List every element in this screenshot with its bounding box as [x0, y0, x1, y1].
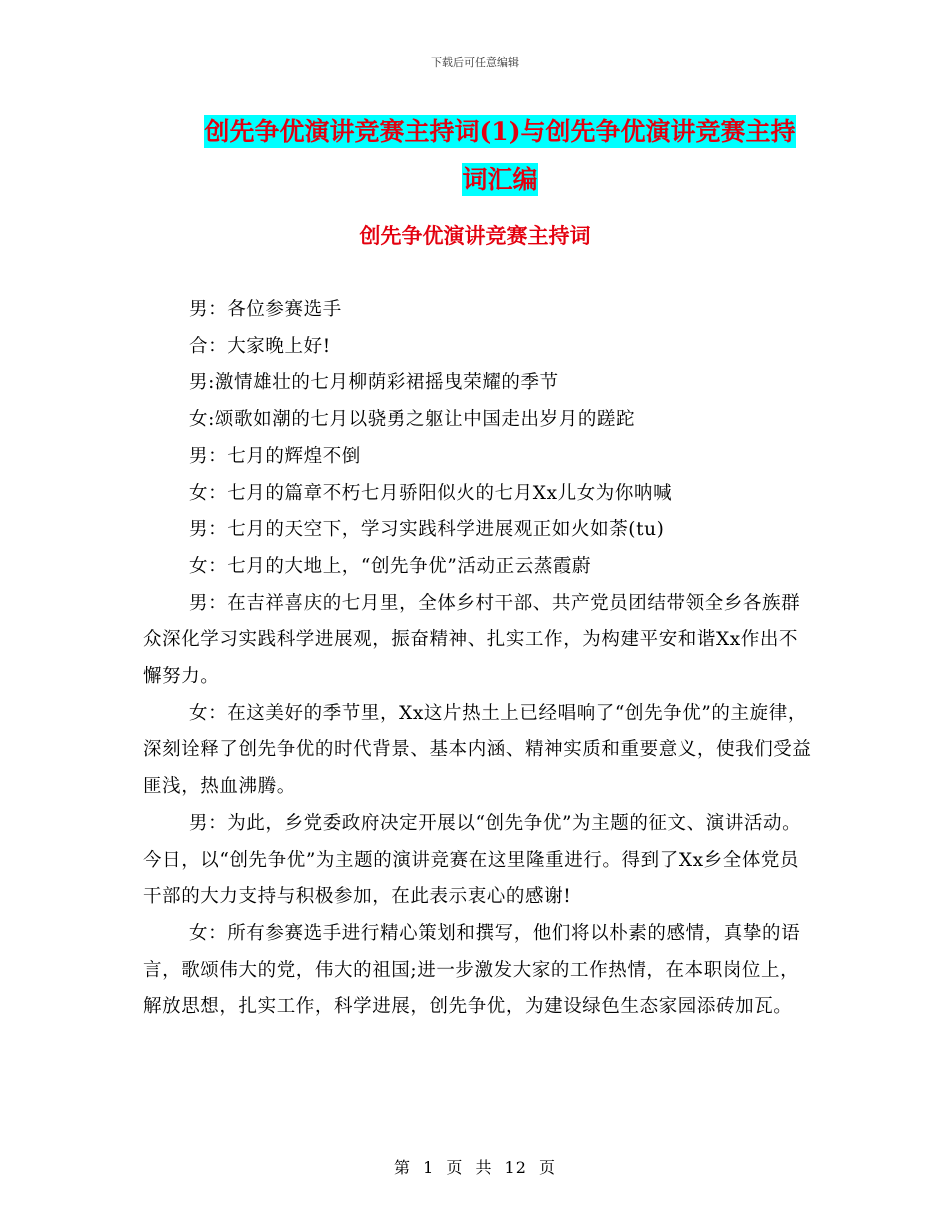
paragraph: 男：在吉祥喜庆的七月里，全体乡村干部、共产党员团结带领全乡各族群众深化学习实践科学进展观，振奋精神、扎实工作，为构建平安和谐Xx作出不懈努力。 — [143, 592, 801, 688]
paragraph: 合：大家晚上好! — [189, 335, 331, 357]
document-body — [143, 292, 813, 1026]
section-title: 创先争优演讲竞赛主持词 — [359, 223, 591, 248]
paragraph: 女：七月的篇章不朽七月骄阳似火的七月Xx儿女为你呐喊 — [189, 482, 673, 504]
paragraph: 男:激情雄壮的七月柳荫彩裙摇曳荣耀的季节 — [189, 372, 559, 394]
title-line-1: 创先争优演讲竞赛主持词(1)与创先争优演讲竞赛主持 — [204, 117, 796, 146]
paragraph: 女：所有参赛选手进行精心策划和撰写，他们将以朴素的感情，真挚的语言，歌颂伟大的党，伟大的祖国;进一步激发大家的工作热情，在本职岗位上，解放思想，扎实工作，科学进展，创先争优，为建设绿色生态家园添砖加瓦。 — [143, 922, 801, 1018]
paragraph: 男：七月的辉煌不倒 — [189, 445, 361, 467]
paragraph: 女:颂歌如潮的七月以骁勇之躯让中国走出岁月的蹉跎 — [189, 409, 636, 431]
page-number-footer: 第 1 页 共 12 页 — [394, 1158, 556, 1177]
paragraph: 女：在这美好的季节里，Xx这片热土上已经唱响了“创先争优”的主旋律，深刻诠释了创先争优的时代背景、基本内涵、精神实质和重要意义，使我们受益匪浅，热血沸腾。 — [143, 702, 812, 798]
title-line-2: 词汇编 — [462, 165, 538, 194]
document-title — [140, 108, 860, 204]
paragraph: 女：七月的大地上，“创先争优”活动正云蒸霞蔚 — [189, 555, 592, 577]
paragraph: 男：为此，乡党委政府决定开展以“创先争优”为主题的征文、演讲活动。今日，以“创先争优”为主题的演讲竞赛在这里隆重进行。得到了Xx乡全体党员干部的大力支持与积极参加，在此表示衷心的感谢! — [143, 812, 802, 908]
paragraph: 男：各位参赛选手 — [189, 299, 342, 320]
paragraph: 男：七月的天空下，学习实践科学进展观正如火如荼(tu) — [189, 519, 665, 541]
header-note: 下载后可任意编辑 — [431, 56, 519, 69]
